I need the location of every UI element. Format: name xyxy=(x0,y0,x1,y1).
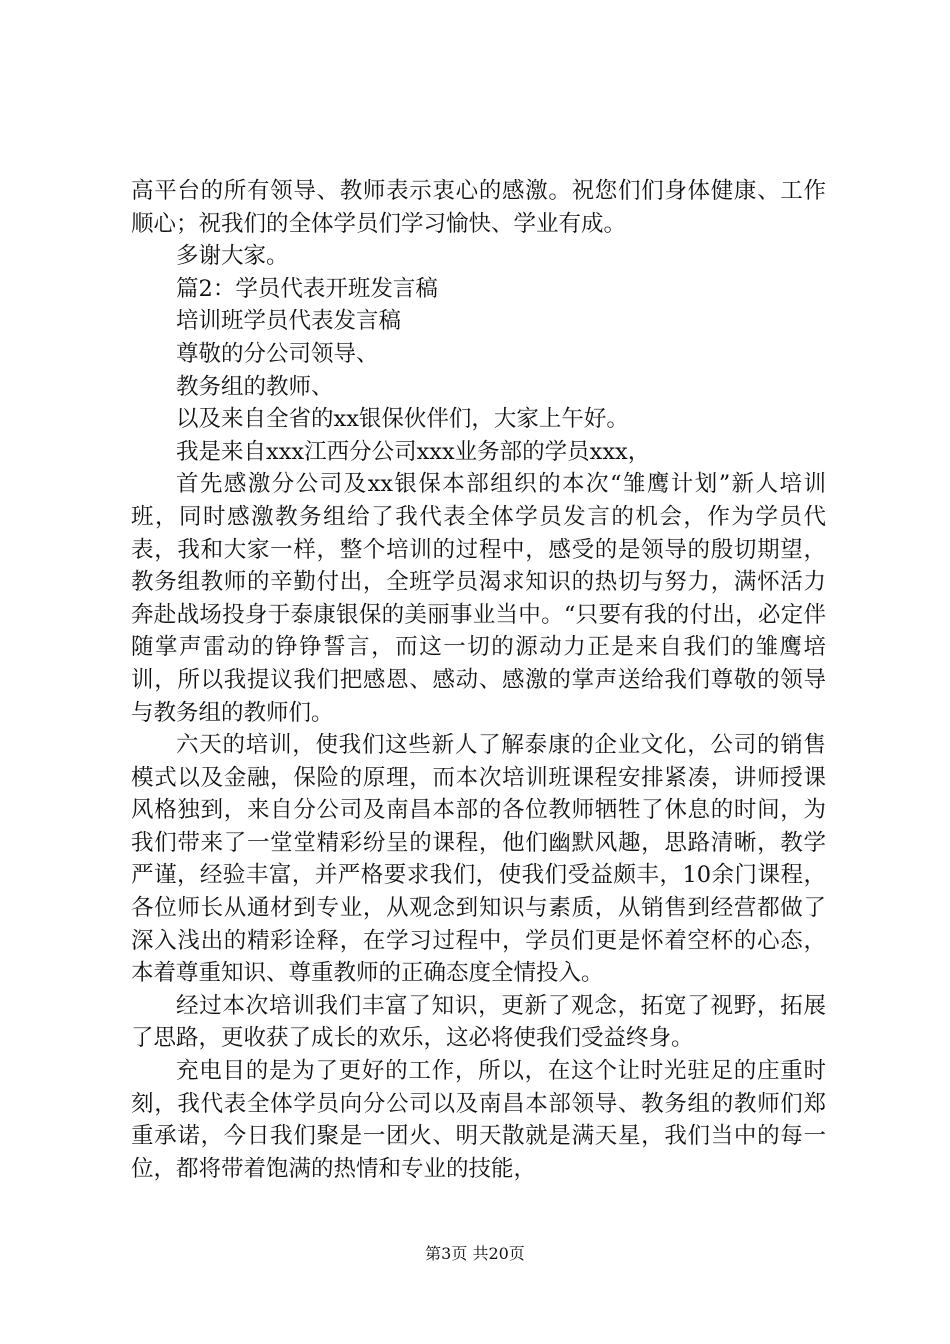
paragraph-7-salutation: 以及来自全省的xx银保伙伴们，大家上午好。 xyxy=(176,406,629,433)
paragraph-12: 充电目的是为了更好的工作，所以，在这个让时光驻足的庄重时刻，我代表全体学员向分公司以及南昌本部领导、教务组的教师们郑重承诺，今日我们聚是一团火、明天散就是满天星，我们当中的每一位，都将带着饱满的热情和专业的技能， xyxy=(131,1058,826,1182)
paragraph-4-speech-title: 培训班学员代表发言稿 xyxy=(176,308,402,335)
paragraph-2: 多谢大家。 xyxy=(176,243,289,270)
page-number-footer: 第3页 共20页 xyxy=(425,1244,525,1263)
paragraph-11: 经过本次培训我们丰富了知识，更新了观念，拓宽了视野，拓展了思路，更收获了成长的欢乐，这必将使我们受益终身。 xyxy=(131,992,826,1052)
document-body xyxy=(131,175,826,1185)
paragraph-3-section-heading: 篇2：学员代表开班发言稿 xyxy=(176,275,438,302)
paragraph-9: 首先感激分公司及xx银保本部组织的本次“雏鹰计划”新人培训班，同时感激教务组给了我代表全体学员发言的机会，作为学员代表，我和大家一样，整个培训的过程中，感受的是领导的殷切期望，教务组教师的辛勤付出，全班学员渴求知识的热切与努力，满怀活力奔赴战场投身于泰康银保的美丽事业当中。“只要有我的付出，必定伴随掌声雷动的铮铮誓言，而这一切的源动力正是来自我们的雏鹰培训，所以我提议我们把感恩、感动、感激的掌声送给我们尊敬的领导与教务组的教师们。 xyxy=(131,471,826,726)
paragraph-8: 我是来自xxx江西分公司xxx业务部的学员xxx， xyxy=(176,438,651,465)
paragraph-10: 六天的培训，使我们这些新人了解泰康的企业文化，公司的销售模式以及金融，保险的原理，而本次培训班课程安排紧凑，讲师授课风格独到，来自分公司及南昌本部的各位教师牺牲了休息的时间，为我们带来了一堂堂精彩纷呈的课程，他们幽默风趣，思路清晰，教学严谨，经验丰富，并严格要求我们，使我们受益颇丰，10余门课程，各位师长从通材到专业，从观念到知识与素质，从销售到经营都做了深入浅出的精彩诠释，在学习过程中，学员们更是怀着空杯的心态，本着尊重知识、尊重教师的正确态度全情投入。 xyxy=(131,732,826,987)
paragraph-6-salutation: 教务组的教师、 xyxy=(176,373,334,400)
paragraph-5-salutation: 尊敬的分公司领导、 xyxy=(176,340,379,367)
paragraph-1: 高平台的所有领导、教师表示衷心的感激。祝您们们身体健康、工作顺心；祝我们的全体学员们学习愉快、学业有成。 xyxy=(131,178,826,237)
